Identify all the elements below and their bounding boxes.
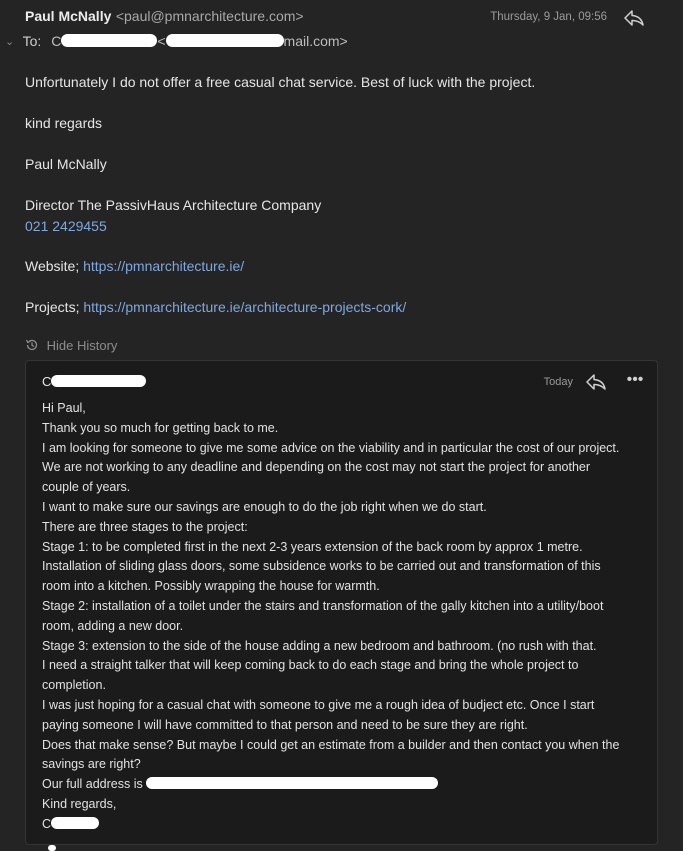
quoted-line: couple of years. — [42, 480, 131, 495]
quoted-line: completion. — [42, 678, 106, 693]
quoted-line: Hi Paul, — [42, 401, 86, 415]
quoted-line: Stage 3: extension to the side of the house adding a new bedroom and bathroom. (no rush with that. — [42, 638, 597, 653]
recipient-email-suffix[interactable]: mail.com> — [283, 33, 348, 49]
hide-history-label: Hide History — [46, 338, 118, 353]
quoted-line: We are not working to any deadline and depending on the cost may not start the project for another — [42, 460, 591, 475]
quoted-line: savings are right? — [42, 757, 141, 772]
quoted-date: Today — [543, 376, 573, 388]
recipient-initial: C — [51, 33, 62, 49]
signature-title: Director The PassivHaus Architecture Company — [25, 197, 322, 213]
quoted-line: room into a kitchen. Possibly wrapping the house for warmth. — [42, 579, 380, 594]
hide-history-toggle[interactable] — [25, 338, 117, 353]
redacted-address — [146, 777, 438, 789]
quoted-body — [42, 399, 642, 835]
quoted-line: Does that make sense? But maybe I could get an estimate from a builder and then contact you when the — [42, 737, 620, 752]
projects-label: Projects; — [25, 299, 84, 315]
quoted-line: I need a straight talker that will keep coming back to do each stage and bring the whole project to — [42, 658, 579, 673]
signoff: Kind regards, — [42, 796, 117, 811]
quoted-line: I want to make sure our savings are enough to do the job right when we do start. — [42, 499, 487, 514]
redacted-quoted-sender — [51, 375, 146, 387]
message-body — [25, 72, 665, 338]
redacted-recipient-name — [61, 34, 157, 47]
message-date: Thursday, 9 Jan, 09:56 — [490, 11, 607, 23]
redacted-signoff-name — [51, 817, 99, 829]
quoted-line: Stage 1: to be completed first in the next 2-3 years extension of the back room by approx 1 metre. — [42, 539, 583, 554]
address-line — [42, 775, 642, 795]
more-options-icon[interactable]: ••• — [626, 371, 644, 388]
closing: kind regards — [25, 115, 103, 131]
quoted-sender-initial[interactable]: C — [42, 374, 52, 389]
quoted-line: Thank you so much for getting back to me. — [42, 420, 279, 435]
message-header — [25, 8, 673, 30]
history-icon — [25, 338, 39, 352]
quoted-line: room, adding a new door. — [42, 618, 184, 633]
signoff-initial: C — [42, 816, 52, 831]
signature-name: Paul McNally — [25, 156, 107, 172]
quoted-line: I was just hoping for a casual chat with someone to give me a rough idea of budject etc. Once I start — [42, 697, 595, 712]
sender-email[interactable]: <paul@pmnarchitecture.com> — [115, 8, 304, 24]
to-row — [5, 33, 348, 51]
reply-icon[interactable] — [623, 8, 645, 28]
website-label: Website; — [25, 258, 84, 274]
address-label: Our full address is — [42, 777, 143, 792]
quoted-header — [42, 373, 645, 393]
redacted-recipient-email — [166, 34, 284, 47]
body-line: Unfortunately I do not offer a free casual chat service. Best of luck with the project. — [25, 74, 536, 90]
signoff-name-line — [42, 815, 642, 835]
projects-link[interactable]: https://pmnarchitecture.ie/architecture-projects-cork/ — [83, 299, 407, 315]
quoted-line: paying someone I will have committed to that person and need to be sure they are right. — [42, 717, 528, 732]
recipient-bracket: < — [157, 33, 166, 49]
quoted-message — [25, 360, 658, 845]
website-link[interactable]: https://pmnarchitecture.ie/ — [83, 258, 245, 274]
phone-link[interactable]: 021 2429455 — [25, 218, 107, 234]
quoted-line: Installation of sliding glass doors, some subsidence works to be carried out and transformation of this — [42, 559, 601, 574]
quoted-line: I am looking for someone to give me some advice on the viability and in particular the cost of our project. — [42, 440, 620, 455]
quoted-line: Stage 2: installation of a toilet under the stairs and transformation of the gally kitchen into a utility/boot — [42, 598, 604, 613]
chevron-down-icon[interactable]: ⌄ — [5, 36, 15, 48]
redacted-mark — [48, 845, 56, 851]
to-label: To: — [22, 33, 42, 49]
quoted-reply-icon[interactable] — [585, 373, 607, 391]
sender-name[interactable]: Paul McNally — [25, 8, 112, 24]
quoted-line: There are three stages to the project: — [42, 519, 248, 534]
